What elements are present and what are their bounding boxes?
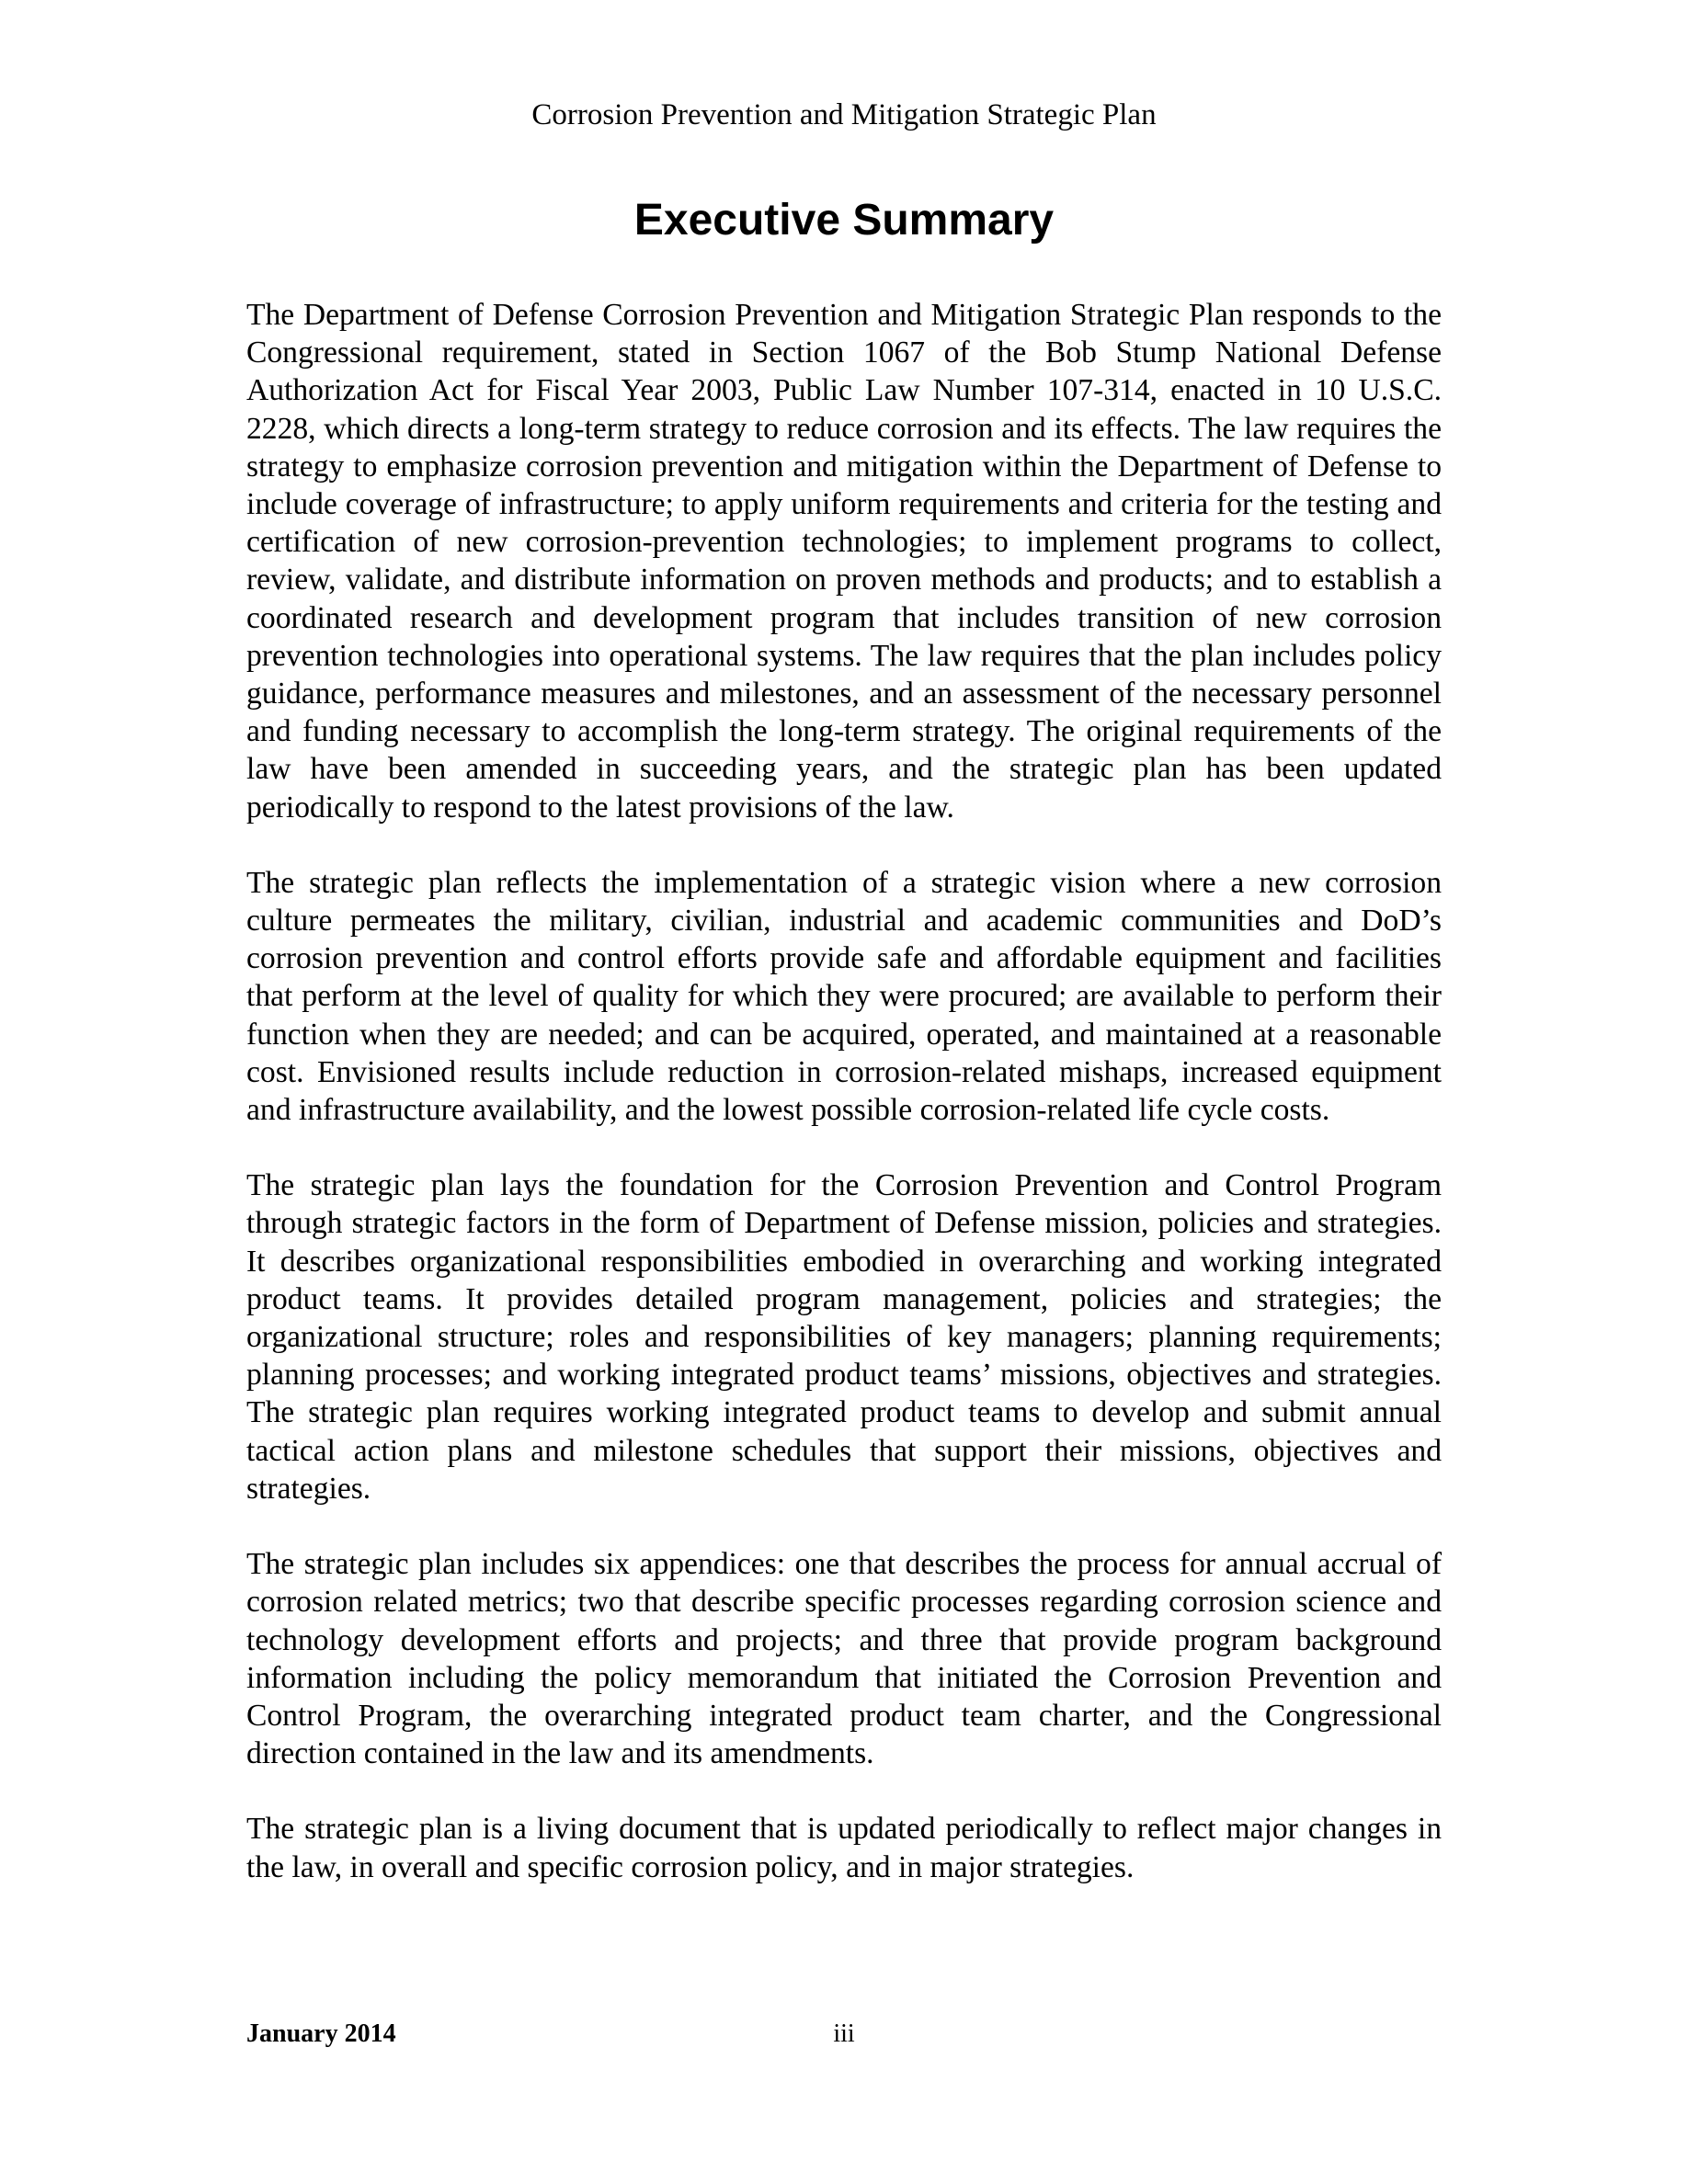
page-title: Executive Summary <box>633 196 1055 245</box>
paragraph-strategic-vision: The strategic plan reflects the implementation of a strategic vision where a new corrosion culture permeates the military, civilian, industrial and academic communities and DoD’s corrosion prevention and control efforts provide safe and affordable equipment and facilities that perform at the level of quality for which they were procured; are available to perform their function when they are needed; and can be acquired, operated, and maintained at a reasonable cost. Envisioned results include reduction in corrosion-related mishaps, increased equipment and infrastructure availability, and the lowest possible corrosion-related life cycle costs. <box>246 865 1442 1128</box>
paragraph-living-document: The strategic plan is a living document that is updated periodically to reflect major changes in the law, in overall and specific corrosion policy, and in major strategies. <box>246 1812 1442 1884</box>
footer-date: January 2014 <box>246 2019 396 2048</box>
paragraph-congressional-requirement: The Department of Defense Corrosion Prevention and Mitigation Strategic Plan responds to the Congressional requirement, stated in Section 1067 of the Bob Stump National Defense Authorization Act for Fiscal Year 2003, Public Law Number 107-314, enacted in 10 U.S.C. 2228, which directs a long-term strategy to reduce corrosion and its effects. The law requires the strategy to emphasize corrosion prevention and mitigation within the Department of Defense to include coverage of infrastructure; to apply uniform requirements and criteria for the testing and certification of new corrosion-prevention technologies; to implement programs to collect, review, validate, and distribute information on proven methods and products; and to establish a coordinated research and development program that includes transition of new corrosion prevention technologies into operational systems. The law requires that the plan includes policy guidance, performance measures and milestones, and an assessment of the necessary personnel and funding necessary to accomplish the long-term strategy. The original requirements of the law have been amended in succeeding years, and the strategic plan has been updated periodically to respond to the latest provisions of the law. <box>246 298 1442 825</box>
footer-page-number: iii <box>833 2019 855 2048</box>
body-text <box>246 296 1442 1924</box>
running-header: Corrosion Prevention and Mitigation Strategic Plan <box>531 98 1157 131</box>
paragraph-program-foundation: The strategic plan lays the foundation for the Corrosion Prevention and Control Program through strategic factors in the form of Department of Defense mission, policies and strategies. It describes organizational responsibilities embodied in overarching and working integrated product teams. It provides detailed program management, policies and strategies; the organizational structure; roles and responsibilities of key managers; planning requirements; planning processes; and working integrated product teams’ missions, objectives and strategies. The strategic plan requires working integrated product teams to develop and submit annual tactical action plans and milestone schedules that support their missions, objectives and strategies. <box>246 1168 1442 1506</box>
paragraph-appendices: The strategic plan includes six appendices: one that describes the process for annual accrual of corrosion related metrics; two that describe specific processes regarding corrosion science and technology development efforts and projects; and three that provide program background information including the policy memorandum that initiated the Corrosion Prevention and Control Program, the overarching integrated product team charter, and the Congressional direction contained in the law and its amendments. <box>246 1547 1442 1771</box>
